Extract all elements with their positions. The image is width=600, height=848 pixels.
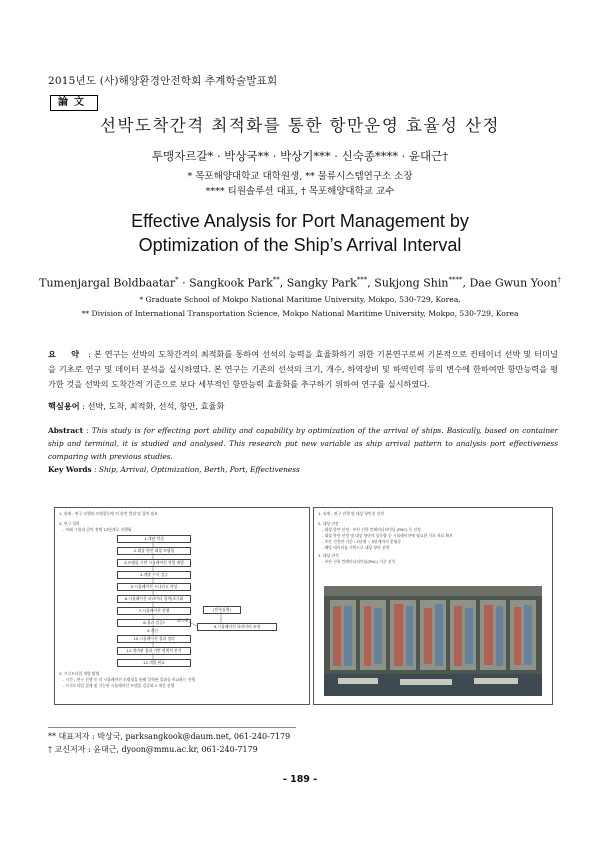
paper-type-tag: 論文 bbox=[50, 95, 98, 111]
conference-header: 2015년도 (사)해양환경안전학회 추계학술발표회 bbox=[48, 75, 278, 87]
figure2-line-3: - 대상 항만 선정 및 대상 항만의 물동량 등 시뮬레이션에 필요한 기초 자료 확보 bbox=[322, 533, 453, 538]
footnote-corresponding-author: † 교신저자 : 윤대근, dyoon@mmu.ac.kr, 061-240-7179 bbox=[48, 745, 258, 754]
figure-research-procedure bbox=[54, 507, 310, 705]
flow-side-box-adjust: 9.시뮬레이션 파라미터 조정 bbox=[197, 623, 277, 631]
english-abstract-label: Abstract bbox=[48, 426, 84, 435]
author-3-mark: *** bbox=[356, 276, 368, 284]
english-authors: Tumenjargal Boldbaatar* · Sangkook Park**, Sangky Park***, Sukjong Shin****, Dae Gwun Yoon† bbox=[39, 276, 561, 290]
author-1-mark: * bbox=[175, 276, 179, 284]
english-title-line-2: Optimization of the Ship’s Arrival Interval bbox=[138, 235, 462, 255]
korean-keywords bbox=[48, 401, 224, 412]
port-aerial-graphic bbox=[324, 586, 542, 696]
korean-title: 선박도착간격 최적화를 통한 항만운영 효율성 산정 bbox=[100, 116, 500, 135]
figure2-line-5: - 해당 데이터를 기반으로 대상 항만 선정 bbox=[322, 545, 390, 550]
flow-step-8: 8.결과 검증? bbox=[117, 619, 191, 627]
flow-step-7: 7.시뮬레이션 진행 bbox=[117, 607, 191, 615]
korean-abstract-label: 요 약 bbox=[48, 349, 86, 359]
author-1: Tumenjargal Boldbaatar bbox=[39, 276, 176, 290]
figure2-line-4: - 부산 신항만 기준 : 1단계 ~ 5단계까지 운영중 bbox=[322, 539, 402, 544]
english-abstract-text: : This study is for effecting port ability and capability by optimization of the arrival of ships. Basically, based on container ship and terminal, it is studied and analysed. This research put new variable as ship arrival pattern to analysis port effectiveness comparing with previous studies. bbox=[48, 426, 558, 461]
figure1-subheading: 2. 연구 절차 bbox=[59, 521, 80, 526]
figure2-line-6: 3. 대상 선석 bbox=[318, 553, 339, 558]
author-2: Sangkook Park bbox=[189, 276, 273, 290]
flow-step-3: 3.모델링 기반 시뮬레이션 작업 개발 bbox=[117, 559, 191, 567]
flow-step-4: 4.개발 수식 검증 bbox=[117, 571, 191, 579]
author-4-mark: **** bbox=[448, 276, 463, 284]
author-3: Sangky Park bbox=[286, 276, 357, 290]
flow-step-2: 2.대상 항만 대상 모델링 bbox=[117, 547, 191, 555]
author-2-mark: ** bbox=[272, 276, 280, 284]
figure-target-port bbox=[313, 507, 553, 705]
figure1-subtext: - 아래 그림과 같이 전체 12단계로 진행됨 bbox=[63, 527, 132, 532]
english-abstract bbox=[48, 424, 558, 463]
page-number: - 189 - bbox=[282, 774, 318, 785]
figure1-note-1: - 시간 : 연구 진행 중 각 시뮬레이션 모델링을 통해 입력된 결과를 비교하는 진행 bbox=[63, 677, 196, 682]
flow-step-9: 9.개선 bbox=[147, 628, 158, 633]
figure2-line-7: - 부산 신항 컨테이너터미널(PNC) 기준 선석 bbox=[322, 559, 396, 564]
flow-step-6: 6.시뮬레이션 파라미터 입력/초기화 bbox=[117, 595, 191, 603]
port-aerial-photo bbox=[324, 586, 542, 696]
flow-step-5: 5.시뮬레이션 시나리오 작성 bbox=[117, 583, 191, 591]
flow-feedback-label: 피드백 bbox=[177, 618, 189, 623]
korean-keywords-text: : 선박, 도착, 최적화, 선석, 항만, 효율화 bbox=[82, 401, 225, 411]
flow-step-1: 1.개념 작성 bbox=[117, 535, 191, 543]
english-keywords bbox=[48, 465, 300, 474]
author-5-mark: † bbox=[557, 276, 561, 284]
korean-abstract-text: : 본 연구는 선박의 도착간격의 최적화를 통하여 선석의 능력을 효율화하기 위한 기본연구로써 기본적으로 컨테이너 선박 및 터미널을 기초로 연구 및 데이터 분석을 실시하였다. 본 연구는 기존의 선석의 크기, 개수, 하역장비 및 하역인력 등의 변수에 한하여만 항만능력을 평가한 것을 선박의 도착간격 기준으로 보다 세부적인 항만능력 효율화를 추구하기 위하여 연구를 실시하였다. bbox=[48, 349, 558, 389]
flow-step-10: 10.시뮬레이션 결과 정리 bbox=[117, 635, 191, 643]
korean-abstract bbox=[48, 347, 558, 392]
author-4: Sukjong Shin bbox=[374, 276, 449, 290]
english-affiliation-2: ** Division of International Transportation Science, Mokpo National Maritime University, Mokpo, 530-729, Korea bbox=[81, 309, 519, 318]
figure1-title: 1. 과제 : 연구 진행과 모델링등에 의 관련 범위 및 절차 필요 bbox=[59, 511, 158, 516]
english-keywords-label: Key Words bbox=[48, 465, 92, 474]
figure1-note-heading: 3. 프로토타입 개발 방법 bbox=[59, 671, 100, 676]
english-affiliation-1: * Graduate School of Mokpo National Maritime University, Mokpo, 530-729, Korea, bbox=[139, 295, 461, 304]
footnote-first-author: ** 대표저자 : 박상국, parksangkook@daum.net, 061-240-7179 bbox=[48, 732, 291, 741]
figure2-line-2: - 대상 항만 선정 : 부산 신항 컨테이너터미널 (PNC) 등 선정 bbox=[322, 527, 421, 532]
korean-authors: 투맹자르갈* · 박상국** · 박상기*** · 신숙종**** · 윤대근† bbox=[152, 149, 448, 163]
author-5: Dae Gwun Yoon bbox=[469, 276, 558, 290]
flow-side-box-repeat: (반복실행) bbox=[203, 606, 241, 614]
english-title-line-1: Effective Analysis for Port Management by bbox=[131, 211, 469, 231]
korean-affiliation-2: **** 티원솔루션 대표, † 목포해양대학교 교수 bbox=[205, 186, 395, 197]
korean-affiliation-1: * 목포해양대학교 대학원생, ** 물류시스템연구소 소장 bbox=[187, 171, 413, 182]
flow-step-11: 11.정리된 결과 기반 정책적 분석 bbox=[117, 647, 191, 655]
figure2-line-1: 2. 대상 선정 bbox=[318, 521, 339, 526]
flow-step-12: 12.개발 완료 bbox=[117, 659, 191, 667]
korean-keywords-label: 핵심용어 bbox=[48, 401, 80, 411]
figure1-note-2: - 프로토타입 설계 및 기능된 시뮬레이션 모델을 검증하고 개선 진행 bbox=[63, 683, 175, 688]
english-keywords-text: : Ship, Arrival, Optimization, Berth, Port, Effectiveness bbox=[94, 465, 300, 474]
footnote-divider bbox=[48, 727, 296, 728]
figure2-title: 1. 과제 : 연구 진행 및 대상 항만선 선정 bbox=[318, 511, 384, 516]
